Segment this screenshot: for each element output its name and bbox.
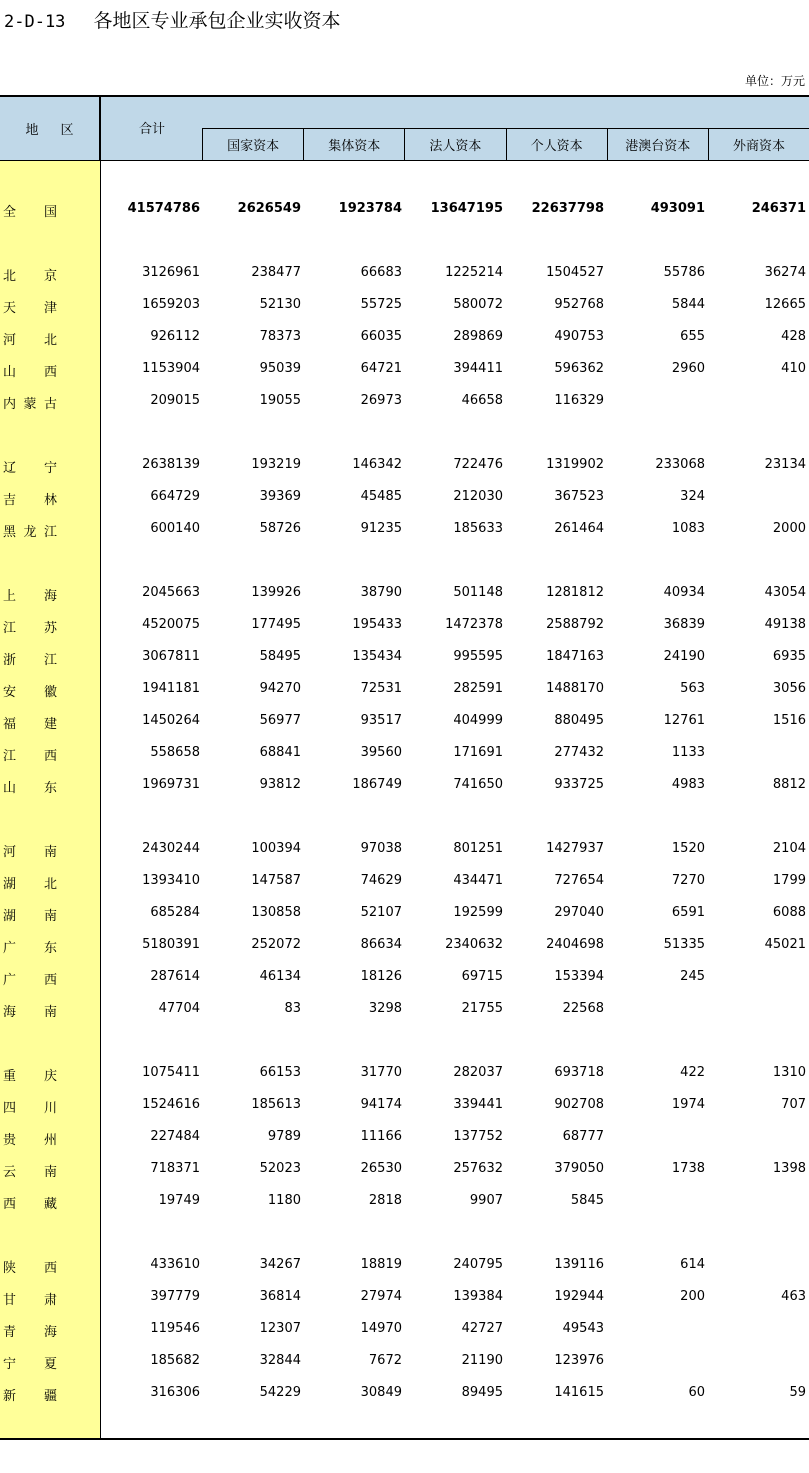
table-cell: 282037 [453,1065,503,1080]
table-cell: 1319902 [546,457,604,472]
table-cell: 2818 [368,1193,402,1208]
table-cell: 91235 [360,521,402,536]
table-cell: 41574786 [127,201,200,216]
table-cell: 93517 [360,713,402,728]
header-bottom-rule [0,160,809,161]
table-cell: 558658 [150,745,200,760]
table-cell: 13647195 [430,201,503,216]
table-row [0,905,809,925]
region-label: 浙 江 [3,653,57,668]
table-cell: 2626549 [237,201,301,216]
table-row [0,1161,809,1181]
table-cell: 30849 [360,1385,402,1400]
region-label: 四 川 [3,1101,57,1116]
table-cell: 55725 [360,297,402,312]
table-cell: 1847163 [546,649,604,664]
table-cell: 45021 [764,937,806,952]
table-cell: 926112 [150,329,200,344]
table-cell: 36274 [764,265,806,280]
table-cell: 12307 [259,1321,301,1336]
table-cell: 501148 [453,585,503,600]
table-cell: 493091 [650,201,705,216]
table-row [0,969,809,989]
table-cell: 137752 [453,1129,503,1144]
table-cell: 139926 [251,585,301,600]
table-row [0,201,809,221]
table-cell: 19749 [158,1193,200,1208]
table-cell: 52130 [259,297,301,312]
region-label: 贵 州 [3,1133,57,1148]
table-cell: 139384 [453,1289,503,1304]
region-label: 天 津 [3,301,57,316]
table-cell: 36839 [663,617,705,632]
table-cell: 245 [680,969,705,984]
table-cell: 655 [680,329,705,344]
table-cell: 27974 [360,1289,402,1304]
table-cell: 240795 [453,1257,503,1272]
table-cell: 12665 [764,297,806,312]
table-cell: 49543 [562,1321,604,1336]
table-cell: 233068 [655,457,705,472]
subheader-row [202,128,809,160]
table-cell: 66683 [360,265,402,280]
table-cell: 52023 [259,1161,301,1176]
region-label: 福 建 [3,717,57,732]
table-cell: 707 [781,1097,806,1112]
table-bottom-rule [0,1438,809,1440]
page-title [4,6,340,33]
table-cell: 9907 [469,1193,503,1208]
table-cell: 718371 [150,1161,200,1176]
table-row [0,841,809,861]
table-cell: 11166 [360,1129,402,1144]
table-cell: 116329 [554,393,604,408]
table-cell: 46134 [259,969,301,984]
table-cell: 66153 [259,1065,301,1080]
table-cell: 46658 [461,393,503,408]
table-row [0,617,809,637]
region-label: 江 苏 [3,621,57,636]
table-cell: 600140 [150,521,200,536]
total-column-header: 合计 [138,122,165,137]
table-row [0,265,809,285]
table-cell: 1659203 [142,297,200,312]
table-cell: 433610 [150,1257,200,1272]
table-cell: 2588792 [546,617,604,632]
table-row [0,585,809,605]
table-cell: 86634 [360,937,402,952]
table-cell: 95039 [259,361,301,376]
subheader-cell: 国家资本 [203,129,304,160]
table-cell: 1799 [772,873,806,888]
table-cell: 246371 [751,201,806,216]
region-label: 上 海 [3,589,57,604]
table-cell: 3067811 [142,649,200,664]
table-row [0,937,809,957]
table-cell: 185682 [150,1353,200,1368]
table-cell: 2045663 [142,585,200,600]
region-label: 广 西 [3,973,57,988]
table-cell: 1180 [267,1193,301,1208]
table-cell: 324 [680,489,705,504]
table-row [0,1065,809,1085]
table-cell: 185613 [251,1097,301,1112]
table-cell: 1281812 [546,585,604,600]
table-row [0,521,809,541]
table-cell: 45485 [360,489,402,504]
table-cell: 880495 [554,713,604,728]
region-label: 河 北 [3,333,57,348]
table-row [0,1353,809,1373]
table-cell: 1738 [671,1161,705,1176]
table-cell: 31770 [360,1065,402,1080]
table-cell: 1516 [772,713,806,728]
table-cell: 54229 [259,1385,301,1400]
table-cell: 693718 [554,1065,604,1080]
table-cell: 1923784 [338,201,402,216]
region-label: 湖 南 [3,909,57,924]
table-cell: 9789 [267,1129,301,1144]
table-cell: 1398 [772,1161,806,1176]
table-cell: 404999 [453,713,503,728]
table-row [0,361,809,381]
table-cell: 19055 [259,393,301,408]
table-cell: 47704 [158,1001,200,1016]
region-label: 山 西 [3,365,57,380]
table-row [0,1257,809,1277]
table-cell: 2638139 [142,457,200,472]
table-cell: 58495 [259,649,301,664]
table-cell: 34267 [259,1257,301,1272]
table-cell: 5844 [671,297,705,312]
region-label: 陕 西 [3,1261,57,1276]
region-label: 吉 林 [3,493,57,508]
region-label: 青 海 [3,1325,57,1340]
table-cell: 1133 [671,745,705,760]
table-cell: 289869 [453,329,503,344]
table-cell: 664729 [150,489,200,504]
table-cell: 379050 [554,1161,604,1176]
table-cell: 94270 [259,681,301,696]
table-cell: 42727 [461,1321,503,1336]
region-label: 辽 宁 [3,461,57,476]
region-label: 云 南 [3,1165,57,1180]
table-cell: 8812 [772,777,806,792]
table-cell: 902708 [554,1097,604,1112]
table-cell: 995595 [453,649,503,664]
table-cell: 64721 [360,361,402,376]
subheader-cell: 法人资本 [405,129,506,160]
region-label: 黑 龙 江 [3,525,57,540]
table-row [0,745,809,765]
table-cell: 22637798 [531,201,604,216]
table-cell: 21190 [461,1353,503,1368]
table-cell: 6591 [671,905,705,920]
table-cell: 195433 [352,617,402,632]
region-label: 北 京 [3,269,57,284]
unit-label: 单位：万元 [744,74,805,88]
table-cell: 282591 [453,681,503,696]
table-cell: 1225214 [445,265,503,280]
table-cell: 596362 [554,361,604,376]
table-cell: 1974 [671,1097,705,1112]
table-cell: 580072 [453,297,503,312]
table-cell: 78373 [259,329,301,344]
table-cell: 3298 [368,1001,402,1016]
table-cell: 18819 [360,1257,402,1272]
table-cell: 186749 [352,777,402,792]
table-cell: 141615 [554,1385,604,1400]
table-cell: 316306 [150,1385,200,1400]
table-cell: 18126 [360,969,402,984]
table-cell: 23134 [764,457,806,472]
table-cell: 1941181 [142,681,200,696]
table-cell: 410 [781,361,806,376]
table-cell: 252072 [251,937,301,952]
table-cell: 43054 [764,585,806,600]
table-cell: 7672 [368,1353,402,1368]
table-cell: 297040 [554,905,604,920]
table-cell: 933725 [554,777,604,792]
table-cell: 227484 [150,1129,200,1144]
table-cell: 1310 [772,1065,806,1080]
table-cell: 192599 [453,905,503,920]
table-cell: 397779 [150,1289,200,1304]
table-cell: 2404698 [546,937,604,952]
table-cell: 1524616 [142,1097,200,1112]
table-row [0,1289,809,1309]
table-cell: 68841 [259,745,301,760]
table-cell: 952768 [554,297,604,312]
table-cell: 38790 [360,585,402,600]
table-cell: 422 [680,1065,705,1080]
table-cell: 59 [789,1385,806,1400]
table-cell: 7270 [671,873,705,888]
table-cell: 434471 [453,873,503,888]
table-cell: 185633 [453,521,503,536]
table-cell: 58726 [259,521,301,536]
table-cell: 1427937 [546,841,604,856]
table-cell: 2430244 [142,841,200,856]
table-cell: 5180391 [142,937,200,952]
table-cell: 2104 [772,841,806,856]
table-code: 2-D-13 [4,12,66,32]
table-row [0,1097,809,1117]
region-label: 山 东 [3,781,57,796]
table-cell: 153394 [554,969,604,984]
table-cell: 74629 [360,873,402,888]
table-cell: 463 [781,1289,806,1304]
table-row [0,1001,809,1021]
table-row [0,1193,809,1213]
table-cell: 83 [284,1001,301,1016]
table-cell: 21755 [461,1001,503,1016]
table-cell: 261464 [554,521,604,536]
region-label: 甘 肃 [3,1293,57,1308]
table-cell: 1472378 [445,617,503,632]
table-cell: 24190 [663,649,705,664]
table-row [0,329,809,349]
table-cell: 741650 [453,777,503,792]
region-label: 湖 北 [3,877,57,892]
region-label: 海 南 [3,1005,57,1020]
table-cell: 72531 [360,681,402,696]
table-cell: 93812 [259,777,301,792]
table-cell: 490753 [554,329,604,344]
region-label: 西 藏 [3,1197,57,1212]
table-cell: 177495 [251,617,301,632]
table-cell: 89495 [461,1385,503,1400]
table-cell: 209015 [150,393,200,408]
table-cell: 1075411 [142,1065,200,1080]
table-row [0,1321,809,1341]
region-label: 江 西 [3,749,57,764]
table-row [0,681,809,701]
table-cell: 801251 [453,841,503,856]
table-cell: 55786 [663,265,705,280]
table-row [0,1385,809,1405]
table-cell: 3126961 [142,265,200,280]
region-column-header: 地区 [0,97,100,160]
table-cell: 39369 [259,489,301,504]
table-cell: 1969731 [142,777,200,792]
region-label: 全 国 [3,205,57,220]
table-row [0,649,809,669]
table-cell: 146342 [352,457,402,472]
table-cell: 123976 [554,1353,604,1368]
table-top-rule [0,95,809,97]
region-label: 内 蒙 古 [3,397,57,412]
table-cell: 26530 [360,1161,402,1176]
subheader-cell: 个人资本 [507,129,608,160]
table-cell: 6935 [772,649,806,664]
table-cell: 147587 [251,873,301,888]
table-cell: 685284 [150,905,200,920]
table-cell: 135434 [352,649,402,664]
table-cell: 2960 [671,361,705,376]
table-row [0,393,809,413]
table-cell: 2000 [772,521,806,536]
table-cell: 5845 [570,1193,604,1208]
table-cell: 1393410 [142,873,200,888]
region-label: 宁 夏 [3,1357,57,1372]
table-cell: 200 [680,1289,705,1304]
table-cell: 212030 [453,489,503,504]
table-cell: 614 [680,1257,705,1272]
table-cell: 119546 [150,1321,200,1336]
table-cell: 26973 [360,393,402,408]
table-cell: 1488170 [546,681,604,696]
table-cell: 257632 [453,1161,503,1176]
table-cell: 36814 [259,1289,301,1304]
table-cell: 367523 [554,489,604,504]
subheader-cell: 外商资本 [732,139,785,154]
table-cell: 97038 [360,841,402,856]
table-cell: 277432 [554,745,604,760]
table-row [0,1129,809,1149]
table-cell: 171691 [453,745,503,760]
subheader-cell: 港澳台资本 [608,129,709,160]
table-cell: 4520075 [142,617,200,632]
table-row [0,457,809,477]
table-cell: 39560 [360,745,402,760]
table-cell: 1450264 [142,713,200,728]
table-cell: 51335 [663,937,705,952]
table-cell: 394411 [453,361,503,376]
table-cell: 49138 [764,617,806,632]
region-label: 广 东 [3,941,57,956]
region-label: 安 徽 [3,685,57,700]
table-cell: 52107 [360,905,402,920]
table-cell: 1504527 [546,265,604,280]
table-name: 各地区专业承包企业实收资本 [93,10,341,32]
table-cell: 563 [680,681,705,696]
region-label: 河 南 [3,845,57,860]
table-cell: 1083 [671,521,705,536]
table-cell: 287614 [150,969,200,984]
table-cell: 66035 [360,329,402,344]
table-cell: 193219 [251,457,301,472]
table-row [0,873,809,893]
table-cell: 428 [781,329,806,344]
table-cell: 1520 [671,841,705,856]
table-cell: 40934 [663,585,705,600]
table-cell: 32844 [259,1353,301,1368]
table-cell: 339441 [453,1097,503,1112]
table-row [0,777,809,797]
table-cell: 68777 [562,1129,604,1144]
table-cell: 2340632 [445,937,503,952]
table-cell: 238477 [251,265,301,280]
table-cell: 56977 [259,713,301,728]
table-cell: 100394 [251,841,301,856]
table-cell: 14970 [360,1321,402,1336]
table-cell: 69715 [461,969,503,984]
table-cell: 139116 [554,1257,604,1272]
table-cell: 60 [688,1385,705,1400]
table-cell: 722476 [453,457,503,472]
table-cell: 22568 [562,1001,604,1016]
table-cell: 12761 [663,713,705,728]
table-cell: 1153904 [142,361,200,376]
table-cell: 192944 [554,1289,604,1304]
table-cell: 94174 [360,1097,402,1112]
table-row [0,297,809,317]
table-cell: 4983 [671,777,705,792]
table-row [0,489,809,509]
region-label: 重 庆 [3,1069,57,1084]
table-cell: 6088 [772,905,806,920]
subheader-cell: 集体资本 [304,129,405,160]
table-row [0,713,809,733]
region-label: 新 疆 [3,1389,57,1404]
table-cell: 3056 [772,681,806,696]
table-cell: 130858 [251,905,301,920]
table-cell: 727654 [554,873,604,888]
